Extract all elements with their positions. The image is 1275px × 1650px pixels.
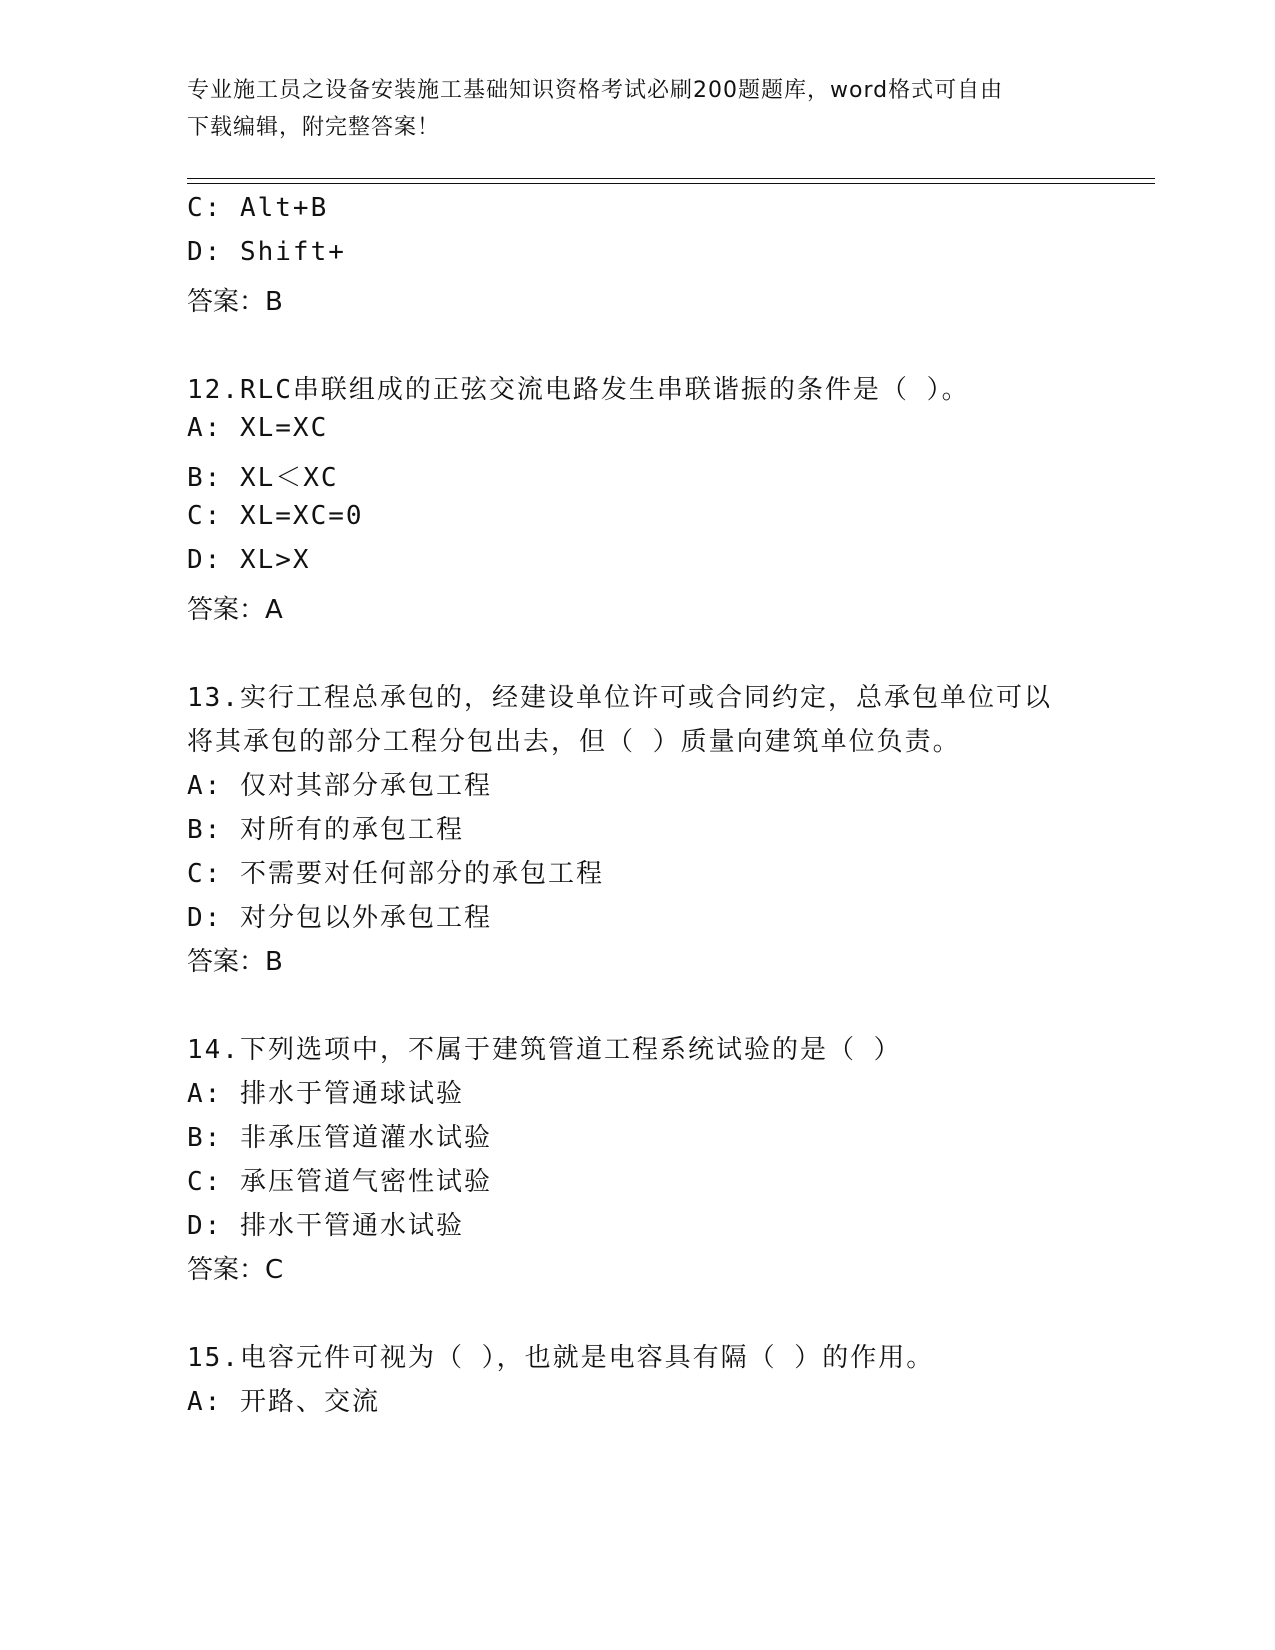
q12-option-b: B: XL＜XC — [187, 463, 339, 493]
q14-answer: 答案：C — [187, 1255, 284, 1285]
q13-answer: 答案：B — [187, 947, 283, 977]
q12-answer: 答案：A — [187, 595, 283, 625]
q15-stem: 15.电容元件可视为（ ），也就是电容具有隔（ ）的作用。 — [187, 1343, 935, 1373]
q14-option-c: C: 承压管道气密性试验 — [187, 1167, 492, 1197]
q12-option-a: A: XL=XC — [187, 413, 329, 443]
q14-option-d: D: 排水干管通水试验 — [187, 1211, 464, 1241]
q13-option-c: C: 不需要对任何部分的承包工程 — [187, 859, 604, 889]
q15-option-a: A: 开路、交流 — [187, 1387, 380, 1417]
header-divider-top — [187, 178, 1155, 179]
header-line-1: 专业施工员之设备安装施工基础知识资格考试必刷200题题库，word格式可自由 — [187, 78, 1004, 103]
q13-option-d: D: 对分包以外承包工程 — [187, 903, 492, 933]
prev-option-c: C: Alt+B — [187, 193, 329, 223]
q13-option-a: A: 仅对其部分承包工程 — [187, 771, 492, 801]
q13-stem-line-2: 将其承包的部分工程分包出去，但（ ）质量向建筑单位负责。 — [187, 727, 961, 757]
prev-option-d: D: Shift+ — [187, 237, 346, 267]
prev-answer: 答案：B — [187, 287, 283, 317]
header-line-2: 下载编辑，附完整答案！ — [187, 115, 441, 140]
q13-stem-line-1: 13.实行工程总承包的，经建设单位许可或合同约定，总承包单位可以 — [187, 683, 1052, 713]
q14-option-b: B: 非承压管道灌水试验 — [187, 1123, 492, 1153]
q12-stem: 12.RLC串联组成的正弦交流电路发生串联谐振的条件是（ ）。 — [187, 375, 970, 405]
q13-option-b: B: 对所有的承包工程 — [187, 815, 464, 845]
q14-option-a: A: 排水于管通球试验 — [187, 1079, 464, 1109]
q14-stem: 14.下列选项中，不属于建筑管道工程系统试验的是（ ） — [187, 1035, 902, 1065]
q12-option-c: C: XL=XC=0 — [187, 501, 364, 531]
header-divider-bottom — [187, 183, 1155, 184]
q12-option-d: D: XL>X — [187, 545, 311, 575]
document-header — [187, 72, 1087, 146]
